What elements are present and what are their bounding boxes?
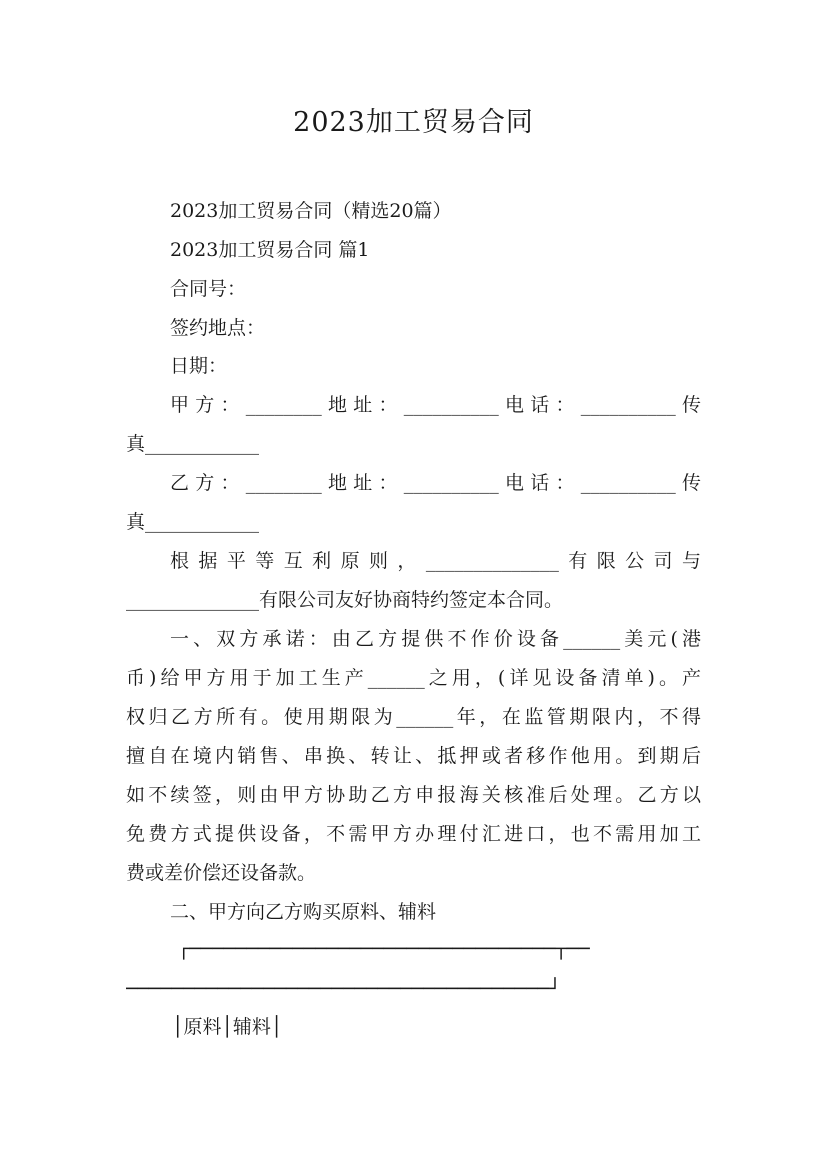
clause-1-line-7: 费或差价偿还设备款。 (126, 862, 317, 884)
signing-place-field: 签约地点： (170, 317, 266, 339)
document-title: 2023加工贸易合同 (293, 107, 534, 138)
preamble-line-2: ______________有限公司友好协商特约签定本合同。 (126, 589, 564, 611)
clause-1-line-1: 一、双方承诺：由乙方提供不作价设备______美元(港 (170, 628, 701, 650)
table-header-row: │原料│辅料│ (172, 1016, 283, 1038)
party-b-fax-line: 真____________ (126, 511, 260, 533)
clause-1-line-2: 币)给甲方用于加工生产______之用，(详见设备清单)。产 (126, 667, 701, 689)
table-top-border: ┌────────────────────────────────┬── (178, 938, 590, 960)
clause-1-line-3: 权归乙方所有。使用期限为______年，在监管期限内，不得 (126, 706, 701, 728)
party-a-fax-line: 真____________ (126, 433, 260, 455)
clause-1-line-4: 擅自在境内销售、串换、转让、抵押或者移作他用。到期后 (126, 745, 701, 767)
contract-number-field: 合同号： (170, 278, 247, 300)
clause-1-line-5: 如不续签，则由甲方协助乙方申报海关核准后处理。乙方以 (126, 784, 701, 806)
clause-1-line-6: 免费方式提供设备，不需甲方办理付汇进口，也不需用加工 (126, 823, 701, 845)
preamble-line-1: 根据平等互利原则，______________有限公司与 (170, 550, 701, 572)
party-b-line: 乙方：________地址：__________电话：__________传 (170, 472, 701, 494)
table-border-continuation: ─────────────────────────────────────┘ (126, 978, 561, 1000)
clause-2-heading: 二、甲方向乙方购买原料、辅料 (170, 901, 437, 923)
party-a-line: 甲方：________地址：__________电话：__________传 (170, 394, 701, 416)
date-field: 日期： (170, 355, 228, 377)
section-heading: 2023加工贸易合同 篇1 (170, 239, 370, 261)
subtitle-line: 2023加工贸易合同（精选20篇） (170, 200, 452, 222)
